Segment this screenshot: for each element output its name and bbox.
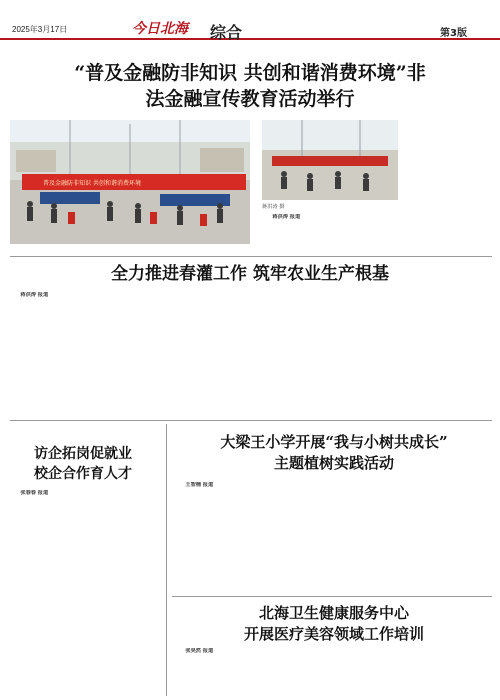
health-center-headline-line1: 北海卫生健康服务中心 [258,604,409,622]
employment-headline [8,444,158,484]
health-center-column-4 [420,648,492,696]
photo-caption: 蒋洪涛 摄 [262,204,285,210]
people-photo [262,120,398,200]
irrigation-column-2 [106,292,196,416]
lead-article-byline: 蒋洪涛 报道 [272,214,301,220]
divider [10,420,492,421]
employment-byline: 张春春 报道 [20,490,49,496]
tree-planting-column-4 [416,482,492,592]
tree-planting-headline [175,432,493,474]
tree-planting-headline-line1: 大梁王小学开展“我与小树共成长” [220,433,448,451]
tree-planting-column-3 [333,482,411,592]
employment-headline-line1: 访企拓岗促就业 [34,446,132,462]
lead-headline-line2: 法金融宣传教育活动举行 [145,88,355,110]
page-number: 第3版 [440,28,467,39]
irrigation-byline: 蒋洪涛 报道 [20,292,49,298]
irrigation-column-5 [394,292,492,416]
newspaper-logo: 今日北海 [132,21,188,37]
employment-headline-line2: 校企合作育人才 [34,466,132,482]
tree-planting-column-2 [250,482,328,592]
tree-planting-headline-line2: 主题植树实践活动 [273,454,394,472]
lead-headline [10,60,490,112]
health-center-headline [175,603,493,645]
health-center-column-3 [339,648,415,696]
health-center-byline: 张昊然 报道 [185,648,214,654]
lead-article-column-2 [404,120,492,258]
spring-irrigation-headline: 全力推进春灌工作 筑牢农业生产根基 [111,264,389,284]
lead-article-column-1 [262,214,398,258]
masthead [0,0,500,40]
issue-date: 2025年3月17日 [12,25,68,34]
tree-planting-column-1 [175,482,245,592]
tree-planting-byline: 王智楠 报道 [185,482,214,488]
irrigation-column-4 [298,292,388,416]
column-divider [166,424,167,696]
banner-text: 普及金融防非知识 共创和谐消费环境 [43,180,141,187]
event-photo-illustration [10,120,250,244]
divider [172,596,492,597]
employment-article-body [10,490,160,696]
people-photo-illustration [262,120,398,200]
irrigation-column-1 [10,292,100,416]
event-photo [10,120,250,244]
divider [10,256,492,257]
health-center-column-1 [175,648,251,696]
section-title: 综合 [210,23,243,42]
irrigation-column-3 [202,292,292,416]
lead-headline-line1: “普及金融防非知识 共创和谐消费环境”非 [74,62,426,84]
health-center-column-2 [256,648,334,696]
health-center-headline-line2: 开展医疗美容领域工作培训 [243,625,424,643]
